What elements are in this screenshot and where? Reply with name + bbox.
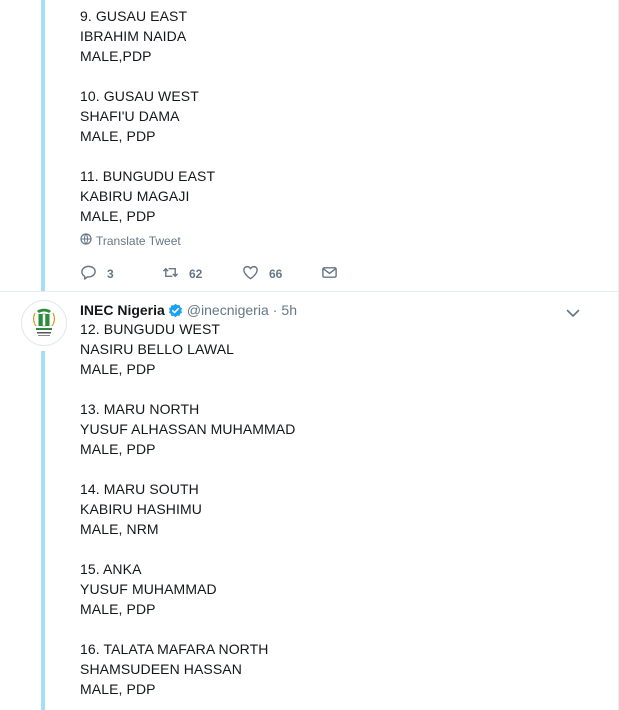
tweet-line: YUSUF ALHASSAN MUHAMMAD [80,421,296,437]
like-count: 66 [269,267,283,281]
tweet-blank-line [80,459,295,479]
tweet-1-text [80,6,215,226]
retweet-count: 62 [189,267,203,281]
tweet-line: 16. TALATA MAFARA NORTH [80,641,269,657]
tweet-line: KABIRU MAGAJI [80,188,190,204]
thread-connector-top [41,0,45,292]
tweet-menu-button[interactable] [566,305,580,323]
tweet-line: SHAFI'U DAMA [80,108,180,124]
tweet-2-text [80,319,295,699]
reply-icon [80,264,97,284]
verified-badge-icon [168,303,183,318]
tweet-blank-line [80,539,295,559]
reply-count: 3 [107,267,114,281]
tweet-line: 15. ANKA [80,561,142,577]
retweet-button[interactable] [162,264,202,284]
tweet-blank-line [80,146,215,166]
tweet-2-header [80,300,297,320]
tweet-line: MALE, PDP [80,208,156,224]
tweet-line: 10. GUSAU WEST [80,88,199,104]
globe-icon [80,233,92,248]
tweet-line: MALE, PDP [80,441,156,457]
tweet-line: 9. GUSAU EAST [80,8,188,24]
tweet-blank-line [80,66,215,86]
separator: · [272,302,278,318]
translate-label: Translate Tweet [96,233,181,248]
author-name[interactable]: INEC Nigeria [80,302,165,318]
translate-tweet-link[interactable] [80,233,181,248]
tweet-divider [0,291,619,292]
tweet-line: 12. BUNGUDU WEST [80,321,221,337]
tweet-line: 14. MARU SOUTH [80,481,199,497]
tweet-line: MALE, NRM [80,521,159,537]
tweet-line: KABIRU HASHIMU [80,501,202,517]
tweet-line: MALE, PDP [80,681,156,697]
tweet-line: 11. BUNGUDU EAST [80,168,216,184]
tweet-line: YUSUF MUHAMMAD [80,581,217,597]
inec-logo-icon [22,332,66,346]
tweet-line: SHAMSUDEEN HASSAN [80,661,242,677]
author-handle[interactable]: @inecnigeria [186,302,269,318]
envelope-icon [321,264,338,284]
tweet-blank-line [80,379,295,399]
tweet-line: NASIRU BELLO LAWAL [80,341,235,357]
tweet-line: IBRAHIM NAIDA [80,28,187,44]
like-button[interactable] [242,264,282,284]
direct-message-button[interactable] [321,264,338,284]
tweet-line: MALE,PDP [80,48,152,64]
tweet-line: MALE, PDP [80,361,156,377]
tweet-line: 13. MARU NORTH [80,401,200,417]
tweet-line: MALE, PDP [80,601,156,617]
reply-button[interactable] [80,264,114,284]
chevron-down-icon [566,305,580,322]
thread-connector-bottom [41,351,45,710]
avatar[interactable] [21,300,67,346]
retweet-icon [162,264,179,284]
tweet-timestamp[interactable]: 5h [281,302,297,318]
tweet-line: MALE, PDP [80,128,156,144]
tweet-blank-line [80,619,295,639]
heart-icon [242,264,259,284]
